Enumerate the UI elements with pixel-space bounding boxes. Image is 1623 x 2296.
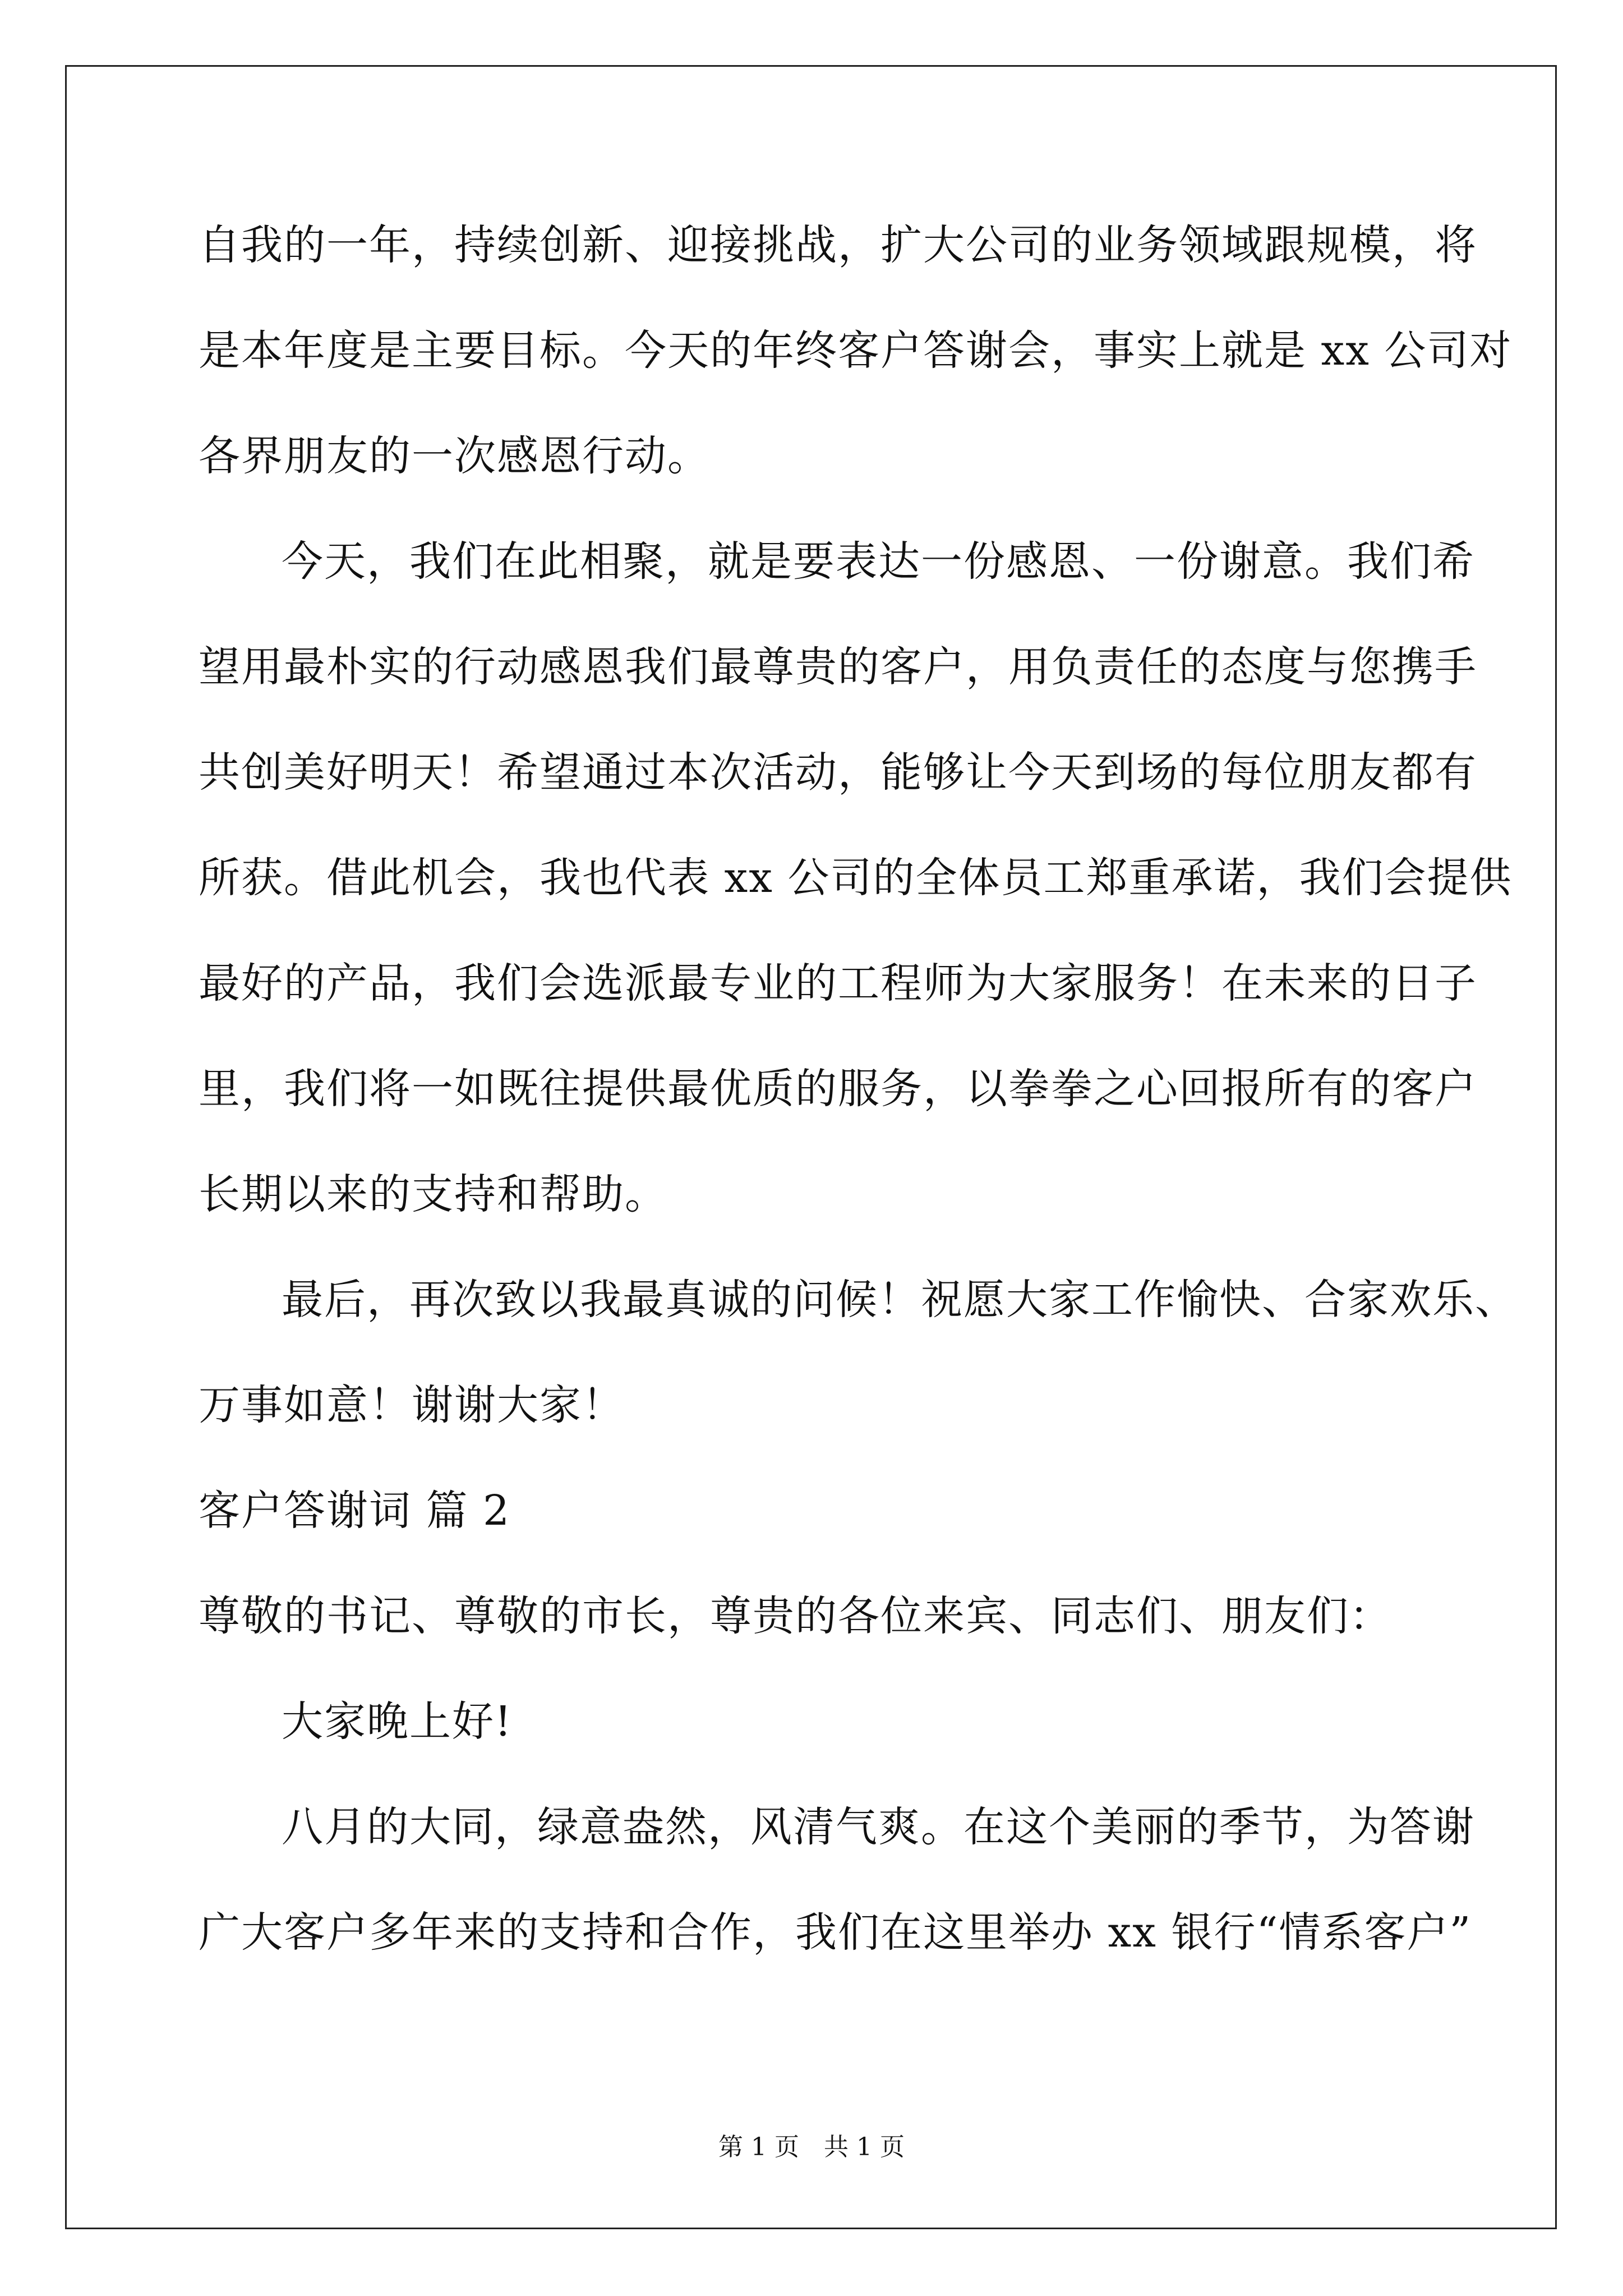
text-line: 广大客户多年来的支持和合作，我们在这里举办 xx 银行“情系客户” [199,1908,1472,1957]
text-line: 里，我们将一如既往提供最优质的服务，以拳拳之心回报所有的客户 [199,1065,1477,1113]
text-line: 今天，我们在此相聚，就是要表达一份感恩、一份谢意。我们希 [282,537,1475,586]
text-line: 所获。借此机会，我也代表 xx 公司的全体员工郑重承诺，我们会提供 [199,854,1513,902]
page-number: 第 1 页 共 1 页 [718,2133,905,2161]
text-line: 自我的一年，持续创新、迎接挑战，扩大公司的业务领域跟规模，将 [199,221,1477,269]
text-line: 长期以来的支持和帮助。 [199,1170,667,1218]
text-line: 最后，再次致以我最真诚的问候！祝愿大家工作愉快、合家欢乐、 [282,1276,1518,1324]
text-line: 各界朋友的一次感恩行动。 [199,432,710,480]
salutation: 尊敬的书记、尊敬的市长，尊贵的各位来宾、同志们、朋友们： [199,1592,1392,1640]
document-body [199,219,1518,2012]
text-line: 最好的产品，我们会选派最专业的工程师为大家服务！在未来的日子 [199,959,1477,1007]
text-line: 共创美好明天！希望通过本次活动，能够让今天到场的每位朋友都有 [199,748,1477,797]
text-line: 是本年度是主要目标。今天的年终客户答谢会，事实上就是 xx 公司对 [199,326,1513,375]
text-line: 八月的大同，绿意盎然，风清气爽。在这个美丽的季节，为答谢 [282,1803,1475,1851]
section-heading: 客户答谢词 篇 2 [199,1487,511,1535]
greeting: 大家晚上好! [282,1697,513,1746]
text-line: 万事如意！谢谢大家！ [199,1381,625,1429]
text-line: 望用最朴实的行动感恩我们最尊贵的客户，用负责任的态度与您携手 [199,643,1477,691]
